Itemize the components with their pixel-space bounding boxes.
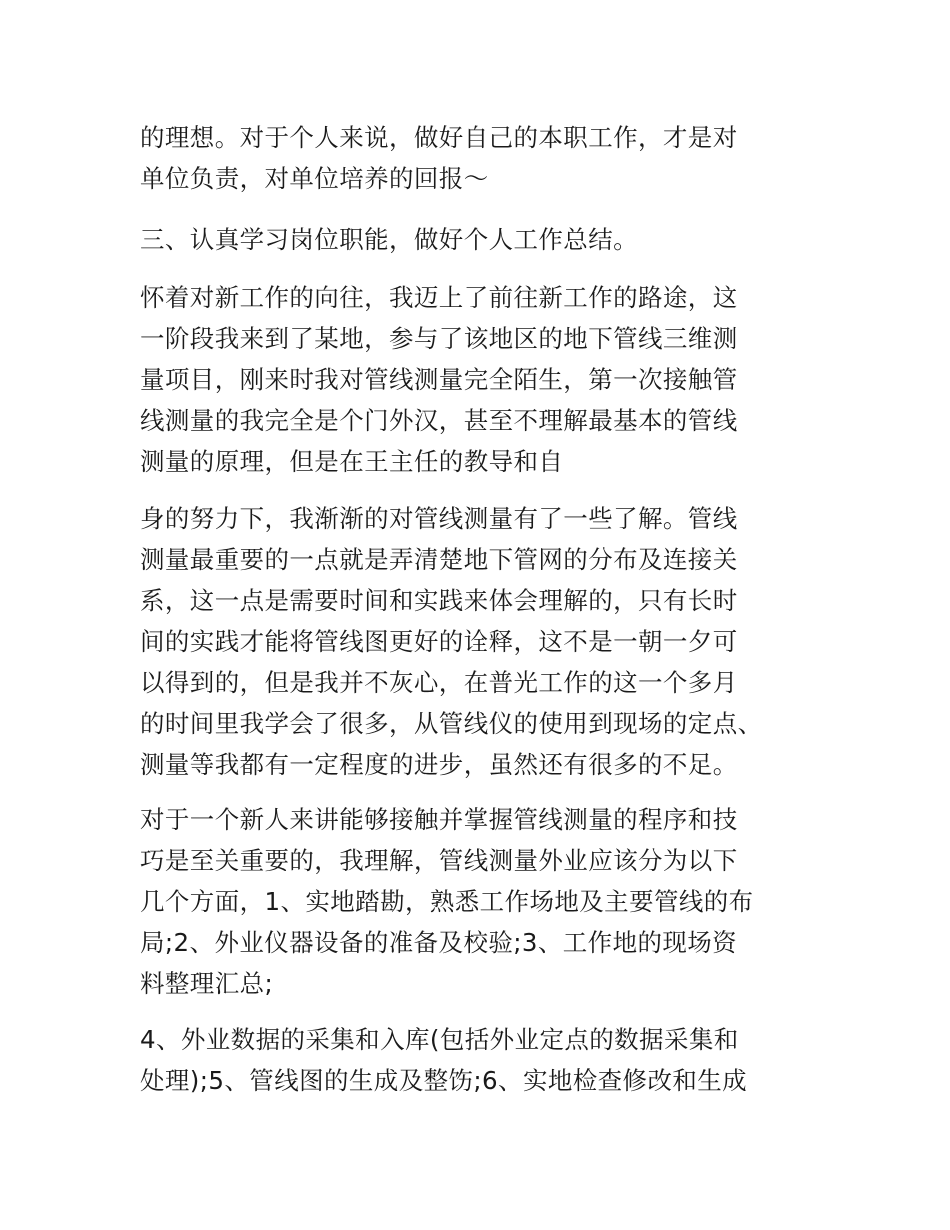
text-line: 量项目，刚来时我对管线测量完全陌生，第一次接触管	[140, 365, 738, 394]
text-line: 测量等我都有一定程度的进步，虽然还有很多的不足。	[140, 750, 738, 779]
text-line: 间的实践才能将管线图更好的诠释，这不是一朝一夕可	[140, 627, 738, 656]
text-line: 怀着对新工作的向往，我迈上了前往新工作的路途，这	[140, 283, 738, 312]
text-line: 身的努力下，我渐渐的对管线测量有了一些了解。管线	[140, 504, 738, 533]
text-line: 的时间里我学会了很多，从管线仪的使用到现场的定点、	[140, 709, 763, 738]
paragraph-ideal-responsibility	[140, 117, 820, 199]
text-line: 的理想。对于个人来说，做好自己的本职工作，才是对	[140, 123, 738, 152]
text-line: 巧是至关重要的，我理解，管线测量外业应该分为以下	[140, 846, 738, 875]
text-line: 料整理汇总;	[140, 969, 274, 998]
paragraph-fieldwork-steps	[140, 799, 820, 1004]
text-line: 处理);5、管线图的生成及整饬;6、实地检查修改和生成	[140, 1066, 748, 1095]
paragraph-learning-progress	[140, 498, 820, 785]
text-line: 几个方面，1、实地踏勘，熟悉工作场地及主要管线的布	[140, 887, 754, 916]
text-line: 对于一个新人来讲能够接触并掌握管线测量的程序和技	[140, 805, 738, 834]
section-heading-three	[140, 219, 820, 260]
text-line: 线测量的我完全是个门外汉，甚至不理解最基本的管线	[140, 406, 738, 435]
text-line: 单位负责，对单位培养的回报～	[140, 164, 489, 193]
paragraph-new-job	[140, 277, 820, 482]
paragraph-data-collection	[140, 1019, 820, 1101]
text-line: 以得到的，但是我并不灰心，在普光工作的这一个多月	[140, 668, 738, 697]
text-line: 一阶段我来到了某地，参与了该地区的地下管线三维测	[140, 324, 738, 353]
text-line: 局;2、外业仪器设备的准备及校验;3、工作地的现场资	[140, 928, 738, 957]
text-line: 测量的原理，但是在王主任的教导和自	[140, 447, 564, 476]
text-line: 测量最重要的一点就是弄清楚地下管网的分布及连接关	[140, 545, 738, 574]
text-line: 三、认真学习岗位职能，做好个人工作总结。	[140, 225, 638, 254]
text-line: 4、外业数据的采集和入库(包括外业定点的数据采集和	[140, 1025, 739, 1054]
text-line: 系，这一点是需要时间和实践来体会理解的，只有长时	[140, 586, 738, 615]
